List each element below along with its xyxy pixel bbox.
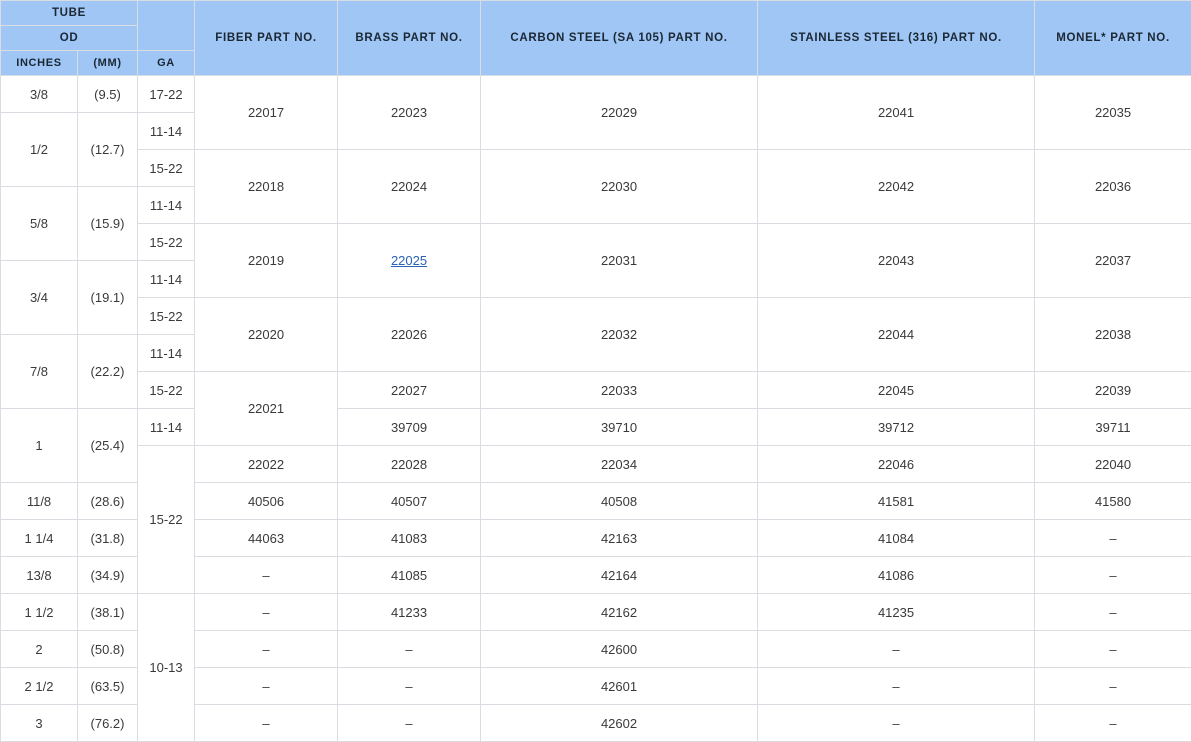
od-mm: (22.2)	[78, 335, 138, 409]
table-row	[1, 76, 1191, 113]
od-inches: 11/8	[1, 483, 78, 520]
od-inches: 1 1/4	[1, 520, 78, 557]
od-mm: (31.8)	[78, 520, 138, 557]
wall-ga: 10-13	[138, 594, 195, 742]
header-od: OD	[1, 26, 138, 51]
table-row	[1, 594, 1191, 631]
header-od-mm: (MM)	[78, 51, 138, 76]
monel-part-no: –	[1035, 594, 1191, 631]
brass-part-no: 22026	[338, 298, 481, 372]
wall-ga: 11-14	[138, 187, 195, 224]
fiber-part-no: 22022	[195, 446, 338, 483]
brass-part-no: –	[338, 705, 481, 742]
fiber-part-no: 22019	[195, 224, 338, 298]
carbon-part-no: 22030	[481, 150, 758, 224]
stainless-part-no: –	[758, 668, 1035, 705]
monel-part-no: –	[1035, 668, 1191, 705]
od-inches: 3/4	[1, 261, 78, 335]
header-monel-part-no: MONEL* PART NO.	[1035, 1, 1191, 76]
carbon-part-no: 22034	[481, 446, 758, 483]
stainless-part-no: 22043	[758, 224, 1035, 298]
wall-ga: 15-22	[138, 372, 195, 409]
stainless-part-no: 22041	[758, 76, 1035, 150]
carbon-part-no: 40508	[481, 483, 758, 520]
carbon-part-no: 22033	[481, 372, 758, 409]
od-inches: 13/8	[1, 557, 78, 594]
fiber-part-no: 22020	[195, 298, 338, 372]
header-brass-part-no: BRASS PART NO.	[338, 1, 481, 76]
monel-part-no: 22039	[1035, 372, 1191, 409]
wall-ga: 11-14	[138, 409, 195, 446]
brass-part-no: 41083	[338, 520, 481, 557]
carbon-part-no: 42600	[481, 631, 758, 668]
fiber-part-no: 22018	[195, 150, 338, 224]
stainless-part-no: 41084	[758, 520, 1035, 557]
od-inches: 7/8	[1, 335, 78, 409]
brass-part-no: 41233	[338, 594, 481, 631]
table-row	[1, 150, 1191, 187]
od-inches: 1 1/2	[1, 594, 78, 631]
table-row	[1, 372, 1191, 409]
monel-part-no: –	[1035, 520, 1191, 557]
monel-part-no: 39711	[1035, 409, 1191, 446]
carbon-part-no: 42601	[481, 668, 758, 705]
brass-part-no: 22024	[338, 150, 481, 224]
header-wall-spacer	[138, 1, 195, 51]
brass-part-no: 22023	[338, 76, 481, 150]
carbon-part-no: 39710	[481, 409, 758, 446]
carbon-part-no: 22031	[481, 224, 758, 298]
monel-part-no: 41580	[1035, 483, 1191, 520]
od-mm: (63.5)	[78, 668, 138, 705]
wall-ga: 11-14	[138, 113, 195, 150]
fiber-part-no: 40506	[195, 483, 338, 520]
od-mm: (50.8)	[78, 631, 138, 668]
brass-part-link[interactable]: 22025	[391, 253, 427, 268]
od-inches: 2	[1, 631, 78, 668]
fiber-part-no: 44063	[195, 520, 338, 557]
od-inches: 1	[1, 409, 78, 483]
brass-part-no: –	[338, 631, 481, 668]
od-mm: (34.9)	[78, 557, 138, 594]
monel-part-no: 22037	[1035, 224, 1191, 298]
carbon-part-no: 22032	[481, 298, 758, 372]
header-tube: TUBE	[1, 1, 138, 26]
fiber-part-no: –	[195, 631, 338, 668]
header-stainless-steel-part-no: STAINLESS STEEL (316) PART NO.	[758, 1, 1035, 76]
brass-part-no: 41085	[338, 557, 481, 594]
monel-part-no: 22035	[1035, 76, 1191, 150]
od-mm: (76.2)	[78, 705, 138, 742]
brass-part-no: 39709	[338, 409, 481, 446]
od-mm: (25.4)	[78, 409, 138, 483]
brass-part-no: –	[338, 668, 481, 705]
monel-part-no: 22040	[1035, 446, 1191, 483]
fiber-part-no: 22021	[195, 372, 338, 446]
stainless-part-no: 39712	[758, 409, 1035, 446]
carbon-part-no: 42164	[481, 557, 758, 594]
wall-ga: 11-14	[138, 261, 195, 298]
monel-part-no: 22036	[1035, 150, 1191, 224]
od-mm: (28.6)	[78, 483, 138, 520]
stainless-part-no: –	[758, 705, 1035, 742]
table-header	[1, 1, 1191, 76]
fiber-part-no: 22017	[195, 76, 338, 150]
table-row	[1, 224, 1191, 261]
od-inches: 5/8	[1, 187, 78, 261]
brass-part-no: 22028	[338, 446, 481, 483]
fiber-part-no: –	[195, 705, 338, 742]
header-fiber-part-no: FIBER PART NO.	[195, 1, 338, 76]
wall-ga: 15-22	[138, 298, 195, 335]
stainless-part-no: 22046	[758, 446, 1035, 483]
stainless-part-no: 22044	[758, 298, 1035, 372]
od-inches: 1/2	[1, 113, 78, 187]
stainless-part-no: 41581	[758, 483, 1035, 520]
od-inches: 2 1/2	[1, 668, 78, 705]
monel-part-no: –	[1035, 631, 1191, 668]
wall-ga: 17-22	[138, 76, 195, 113]
carbon-part-no: 42162	[481, 594, 758, 631]
carbon-part-no: 42602	[481, 705, 758, 742]
monel-part-no: –	[1035, 557, 1191, 594]
monel-part-no: –	[1035, 705, 1191, 742]
table-body	[1, 76, 1191, 742]
stainless-part-no: 41086	[758, 557, 1035, 594]
fiber-part-no: –	[195, 557, 338, 594]
monel-part-no: 22038	[1035, 298, 1191, 372]
od-inches: 3	[1, 705, 78, 742]
wall-ga: 15-22	[138, 446, 195, 594]
header-wall-ga: GA	[138, 51, 195, 76]
fiber-part-no: –	[195, 594, 338, 631]
wall-ga: 15-22	[138, 224, 195, 261]
od-mm: (38.1)	[78, 594, 138, 631]
carbon-part-no: 22029	[481, 76, 758, 150]
od-mm: (15.9)	[78, 187, 138, 261]
stainless-part-no: 22042	[758, 150, 1035, 224]
stainless-part-no: 41235	[758, 594, 1035, 631]
od-mm: (19.1)	[78, 261, 138, 335]
table-row	[1, 298, 1191, 335]
brass-part-no[interactable]	[338, 224, 481, 298]
wall-ga: 15-22	[138, 150, 195, 187]
header-carbon-steel-part-no: CARBON STEEL (SA 105) PART NO.	[481, 1, 758, 76]
od-mm: (12.7)	[78, 113, 138, 187]
table-row	[1, 409, 1191, 446]
stainless-part-no: 22045	[758, 372, 1035, 409]
wall-ga: 11-14	[138, 335, 195, 372]
header-od-inches: INCHES	[1, 51, 78, 76]
table-row	[1, 446, 1191, 483]
fiber-part-no: –	[195, 668, 338, 705]
carbon-part-no: 42163	[481, 520, 758, 557]
od-mm: (9.5)	[78, 76, 138, 113]
stainless-part-no: –	[758, 631, 1035, 668]
brass-part-no: 22027	[338, 372, 481, 409]
brass-part-no: 40507	[338, 483, 481, 520]
od-inches: 3/8	[1, 76, 78, 113]
